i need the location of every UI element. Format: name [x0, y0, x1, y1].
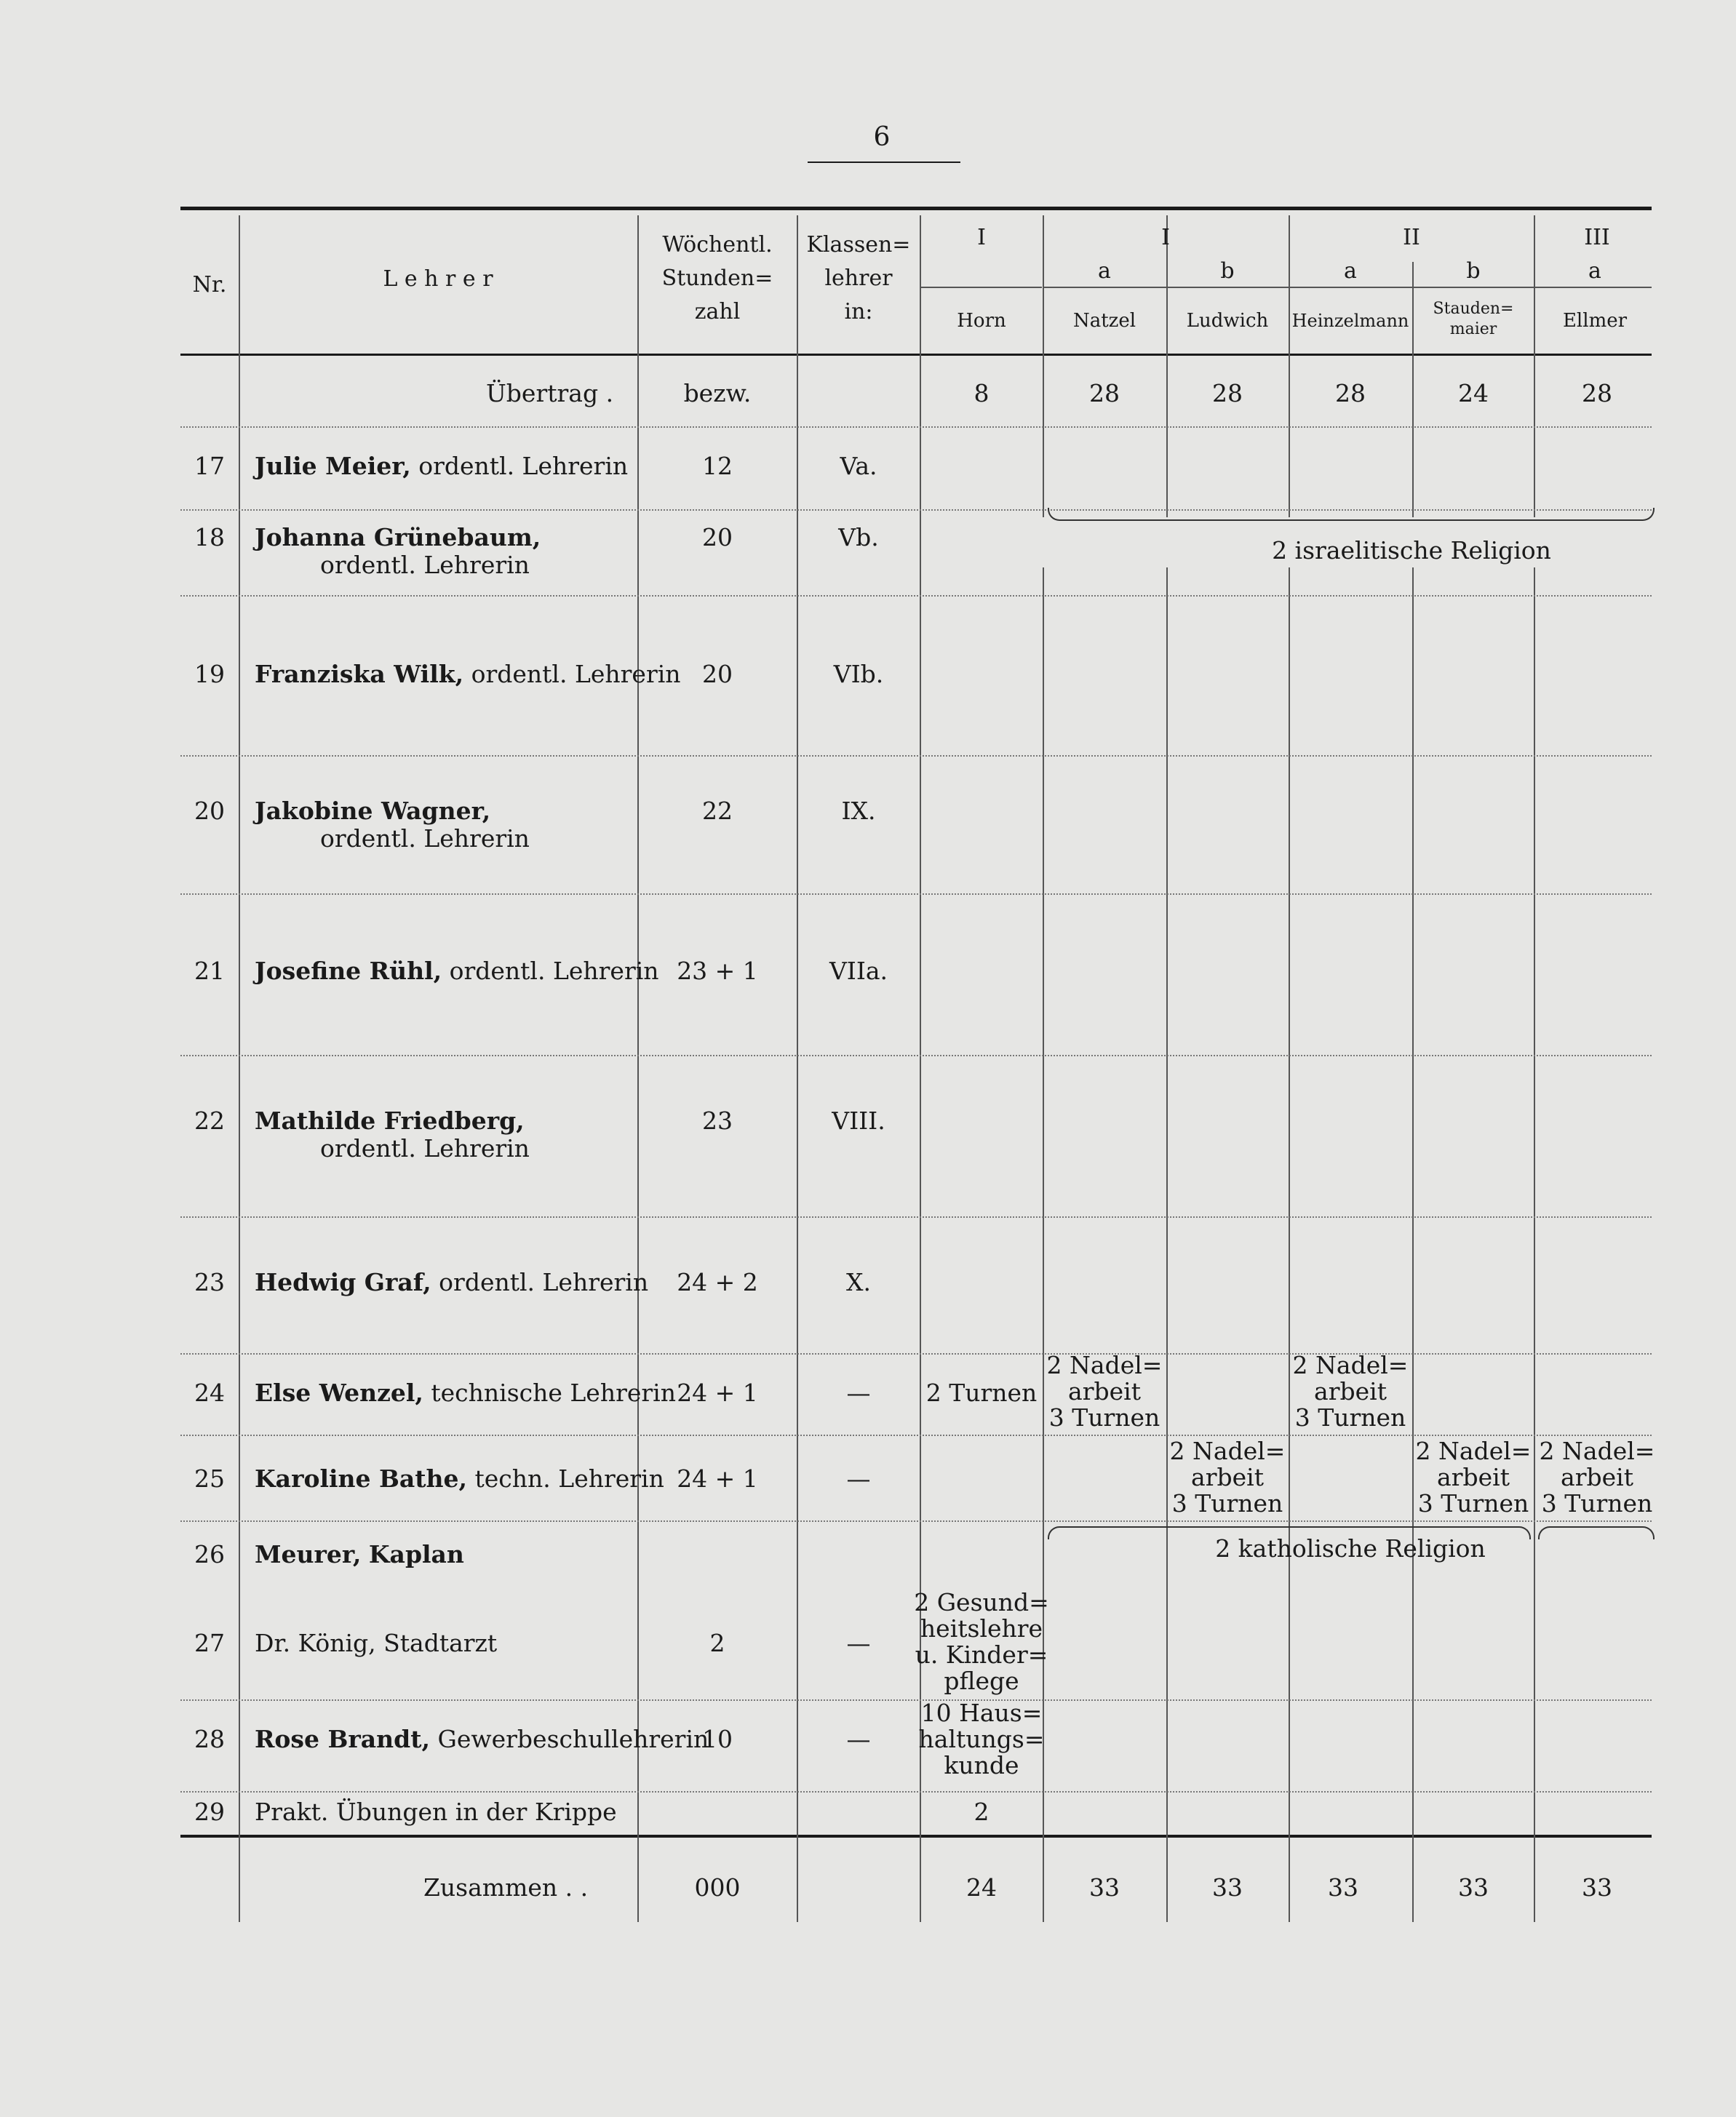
- teacher-role: ordentl. Lehrerin: [320, 824, 530, 853]
- col-divider-II-a: [1289, 567, 1290, 1922]
- total-value: 33: [1212, 1873, 1243, 1902]
- header-teacher-staudenmaier-1: Stauden=: [1433, 300, 1514, 318]
- total-rule: [180, 1835, 1652, 1838]
- nadel-cell-line: 3 Turnen: [1171, 1489, 1283, 1518]
- header-stunden-3: zahl: [694, 299, 741, 324]
- teacher-class: —: [846, 1379, 871, 1407]
- nadel-cell-line: arbeit: [1561, 1463, 1633, 1491]
- nadel-cell-line: 3 Turnen: [1294, 1403, 1406, 1432]
- nadel-cell-line: arbeit: [1068, 1377, 1141, 1406]
- teacher-role: ordentl. Lehrerin: [320, 1134, 530, 1163]
- haus-cell-line: haltungs=: [918, 1725, 1045, 1753]
- gesund-cell-line: pflege: [944, 1667, 1019, 1695]
- teacher-hours: 23: [702, 1107, 733, 1135]
- uebertrag-value: 28: [1212, 379, 1243, 407]
- haus-cell-line: 10 Haus=: [920, 1699, 1043, 1727]
- row-nr: 22: [194, 1107, 225, 1135]
- row-nr: 29: [194, 1798, 225, 1826]
- israel-religion-brace: [1048, 508, 1655, 521]
- header-stunden-1: Wöchentl.: [662, 232, 773, 258]
- teacher-class: IX.: [841, 797, 876, 825]
- col-divider-lehrer: [637, 215, 639, 1922]
- total-value: 24: [966, 1873, 997, 1902]
- row-separator: [180, 755, 1652, 757]
- header-group-II: II: [1403, 225, 1420, 250]
- nadel-cell-line: 2 Nadel=: [1415, 1437, 1532, 1465]
- teacher-name: Hedwig Graf,: [255, 1268, 431, 1296]
- col-divider-I-a: [1043, 567, 1044, 1922]
- header-teacher-natzel: Natzel: [1072, 310, 1136, 332]
- uebertrag-label: Übertrag .: [486, 379, 614, 407]
- row-nr: 18: [194, 523, 225, 551]
- teacher-class: VIIa.: [829, 957, 888, 985]
- teacher-class: —: [846, 1725, 871, 1753]
- teacher-role: Kaplan: [368, 1540, 464, 1568]
- kath-religion: 2 katholische Religion: [1215, 1534, 1486, 1563]
- teacher-class: Vb.: [838, 523, 879, 551]
- teacher-hours: 2: [709, 1629, 725, 1657]
- krippe-cell: 2: [973, 1798, 990, 1826]
- teacher-role: ordentl. Lehrerin: [449, 957, 659, 985]
- nadel-cell-line: 3 Turnen: [1417, 1489, 1529, 1518]
- teacher-entry: [255, 1541, 464, 1568]
- row-separator: [180, 1216, 1652, 1218]
- nadel-cell-line: 2 Nadel=: [1169, 1437, 1286, 1465]
- nadel-cell-line: arbeit: [1314, 1377, 1387, 1406]
- header-sub-I-a: a: [1098, 258, 1111, 284]
- col-divider-nr: [239, 215, 240, 1922]
- teacher-hours: 24 + 1: [677, 1379, 758, 1407]
- teacher-name: Josefine Rühl,: [255, 957, 442, 985]
- teacher-role: ordentl. Lehrerin: [320, 551, 530, 579]
- header-teacher-ellmer: Ellmer: [1562, 310, 1628, 332]
- uebertrag-hours: bezw.: [683, 379, 752, 407]
- teacher-hours: 20: [702, 523, 733, 551]
- teacher-hours: 23 + 1: [677, 957, 758, 985]
- row-nr: 19: [194, 660, 225, 688]
- col-divider-II-b-top: [1412, 262, 1414, 517]
- row-separator: [180, 1055, 1652, 1056]
- row-nr: 27: [194, 1629, 225, 1657]
- row-nr: 20: [194, 797, 225, 825]
- teacher-hours: 24 + 2: [677, 1268, 758, 1296]
- teacher-role: ordentl. Lehrerin: [418, 452, 629, 480]
- teacher-name: Prakt. Übungen in der Krippe: [255, 1798, 617, 1826]
- teacher-entry: [255, 1726, 709, 1753]
- col-divider-II-a-top: [1289, 215, 1290, 517]
- teacher-hours: 12: [702, 452, 733, 480]
- total-value: 33: [1328, 1873, 1358, 1902]
- teacher-class: X.: [846, 1268, 871, 1296]
- teacher-entry: [255, 1269, 648, 1296]
- col-divider-II-b: [1412, 567, 1414, 1922]
- header-subrule-1: [920, 287, 1042, 288]
- gesund-cell-line: 2 Gesund=: [914, 1588, 1049, 1616]
- teacher-name: Jakobine Wagner,: [255, 797, 491, 825]
- header-klassen-1: Klassen=: [806, 232, 911, 258]
- row-separator: [180, 1520, 1652, 1522]
- table-top-rule: [180, 207, 1652, 210]
- teacher-role: techn. Lehrerin: [474, 1464, 664, 1493]
- teacher-hours: 20: [702, 660, 733, 688]
- row-nr: 21: [194, 957, 225, 985]
- header-sub-I-b: b: [1220, 258, 1235, 284]
- teacher-name: Johanna Grünebaum,: [255, 523, 541, 551]
- row-separator: [180, 595, 1652, 597]
- header-bottom-rule: [180, 354, 1652, 356]
- teacher-entry: [255, 452, 628, 480]
- nadel-cell-line: arbeit: [1437, 1463, 1510, 1491]
- teacher-hours: 24 + 1: [677, 1464, 758, 1493]
- teacher-name: Else Wenzel,: [255, 1379, 423, 1407]
- header-group-III: III: [1584, 225, 1610, 250]
- header-teacher-heinzelmann: Heinzelmann: [1291, 311, 1409, 331]
- teacher-hours: 22: [702, 797, 733, 825]
- teacher-role: ordentl. Lehrerin: [439, 1268, 649, 1296]
- row-separator: [180, 1791, 1652, 1793]
- col-divider-stunden: [797, 215, 798, 1922]
- teacher-name: Karoline Bathe,: [255, 1464, 468, 1493]
- nadel-cell-line: 3 Turnen: [1048, 1403, 1160, 1432]
- uebertrag-value: 28: [1582, 379, 1612, 407]
- teacher-role: technische Lehrerin: [431, 1379, 676, 1407]
- teacher-name: Julie Meier,: [255, 452, 411, 480]
- teacher-entry: [255, 661, 681, 688]
- header-klassen-3: in:: [844, 299, 873, 324]
- uebertrag-value: 24: [1458, 379, 1489, 407]
- row-nr: 17: [194, 452, 225, 480]
- teacher-name: Dr. König,: [255, 1629, 376, 1657]
- teacher-name: Meurer,: [255, 1540, 362, 1568]
- total-label: Zusammen . .: [423, 1873, 589, 1902]
- teacher-entry: [255, 1465, 664, 1493]
- haus-cell-line: kunde: [944, 1751, 1019, 1779]
- uebertrag-value: 8: [973, 379, 990, 407]
- teacher-class: VIb.: [833, 660, 884, 688]
- nadel-cell-line: arbeit: [1191, 1463, 1264, 1491]
- header-sub-III-a: a: [1588, 258, 1601, 284]
- header-group-I: I: [1161, 225, 1170, 250]
- uebertrag-value: 28: [1335, 379, 1366, 407]
- col-divider-I-a-top: [1043, 215, 1044, 517]
- col-divider-I-b: [1166, 567, 1168, 1922]
- row-separator: [180, 893, 1652, 895]
- total-value: 33: [1089, 1873, 1120, 1902]
- nadel-cell-line: 3 Turnen: [1541, 1489, 1653, 1518]
- teacher-name: Mathilde Friedberg,: [255, 1107, 525, 1135]
- header-lehrer: L e h r e r: [383, 266, 493, 292]
- gesund-cell-line: heitslehre: [920, 1614, 1043, 1643]
- row-nr: 25: [194, 1464, 225, 1493]
- teacher-name: Franziska Wilk,: [255, 660, 464, 688]
- teacher-class: —: [846, 1629, 871, 1657]
- teacher-class: —: [846, 1464, 871, 1493]
- uebertrag-value: 28: [1089, 379, 1120, 407]
- total-value: 33: [1458, 1873, 1489, 1902]
- total-hours: 000: [694, 1873, 741, 1902]
- teacher-role: Gewerbeschullehrerin: [437, 1725, 709, 1753]
- page-number-rule: [808, 162, 960, 163]
- teacher-role: ordentl. Lehrerin: [471, 660, 681, 688]
- row-nr: 26: [194, 1540, 225, 1568]
- header-nr: Nr.: [192, 272, 227, 298]
- teacher-role: Stadtarzt: [383, 1629, 498, 1657]
- header-sub-II-a: a: [1344, 258, 1357, 284]
- nadel-cell-line: 2 Nadel=: [1046, 1351, 1163, 1379]
- row-nr: 28: [194, 1725, 225, 1753]
- teacher-entry: [255, 957, 659, 985]
- teacher-entry: [255, 1630, 497, 1657]
- gesund-cell-line: u. Kinder=: [915, 1640, 1048, 1669]
- col-divider-I-b-top: [1166, 215, 1168, 517]
- row-nr: 23: [194, 1268, 225, 1296]
- teacher-class: Va.: [840, 452, 877, 480]
- header-klassen-2: lehrer: [824, 266, 893, 291]
- teacher-class: VIII.: [832, 1107, 885, 1135]
- page-number: 6: [873, 122, 891, 152]
- row-nr: 24: [194, 1379, 225, 1407]
- teacher-name: Rose Brandt,: [255, 1725, 430, 1753]
- header-stunden-2: Stunden=: [661, 266, 773, 291]
- row-separator: [180, 426, 1652, 428]
- header-sub-II-b: b: [1466, 258, 1481, 284]
- header-teacher-horn: Horn: [957, 310, 1006, 332]
- nadel-cell-line: 2 Nadel=: [1292, 1351, 1409, 1379]
- row-separator: [180, 1435, 1652, 1436]
- row-separator: [180, 1353, 1652, 1355]
- nadel-cell-line: 2 Nadel=: [1539, 1437, 1655, 1465]
- header-teacher-staudenmaier-2: maier: [1449, 320, 1497, 338]
- header-group-I-horn: I: [977, 225, 986, 250]
- turnen-cell: 2 Turnen: [925, 1379, 1038, 1407]
- teacher-entry: [255, 1379, 676, 1407]
- israel-religion: 2 israelitische Religion: [1272, 536, 1551, 565]
- header-subrule-2: [1043, 287, 1652, 288]
- col-divider-III-top: [1534, 215, 1535, 517]
- col-divider-III: [1534, 567, 1535, 1922]
- row-separator: [180, 1699, 1652, 1701]
- kath-religion-brace-III: [1538, 1526, 1655, 1539]
- header-teacher-ludwich: Ludwich: [1186, 310, 1269, 332]
- total-value: 33: [1582, 1873, 1612, 1902]
- teacher-hours: 10: [702, 1725, 733, 1753]
